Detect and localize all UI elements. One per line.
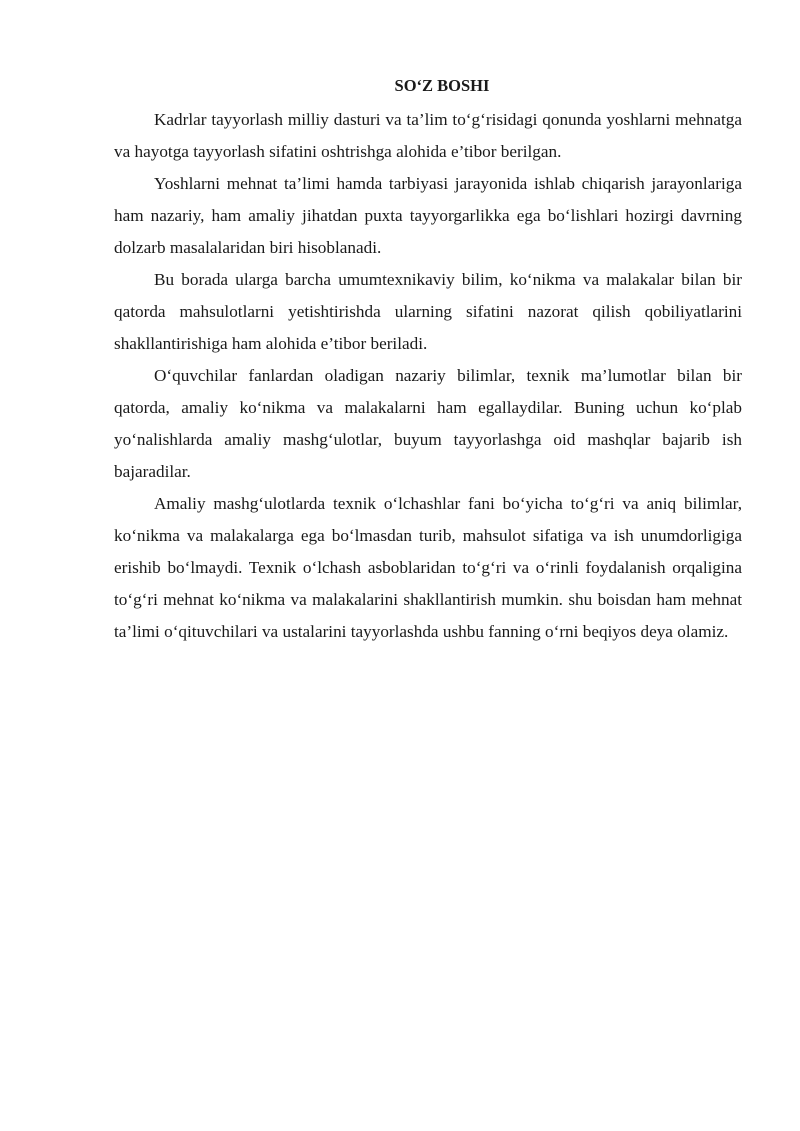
paragraph-1: Kadrlar tayyorlash milliy dasturi va ta’lim to‘g‘risidagi qonunda yoshlarni mehnatga va hayotga tayyorlash sifatini oshtrishga alohida e’tibor berilgan.	[114, 110, 742, 161]
paragraph-4: O‘quvchilar fanlardan oladigan nazariy bilimlar, texnik ma’lumotlar bilan bir qatorda, amaliy ko‘nikma va malakalarni ham egallaydilar. Buning uchun ko‘plab yo‘nalishlarda amaliy mashg‘ulotlar, buyum tayyorlashga oid mashqlar bajarib ish bajaradilar.	[114, 366, 742, 481]
paragraph-2: Yoshlarni mehnat ta’limi hamda tarbiyasi jarayonida ishlab chiqarish jarayonlariga ham nazariy, ham amaliy jihatdan puxta tayyorgarlikka ega bo‘lishlari hozirgi davrning dolzarb masalalaridan biri hisoblanadi.	[114, 174, 742, 257]
paragraph-3: Bu borada ularga barcha umumtexnikaviy bilim, ko‘nikma va malakalar bilan bir qatorda mahsulotlarni yetishtirishda ularning sifatini nazorat qilish qobiliyatlarini shakllantirishiga ham alohida e’tibor beriladi.	[114, 270, 742, 353]
document-body	[114, 70, 742, 648]
section-title: SO‘Z BOSHI	[394, 76, 490, 95]
paragraph-5: Amaliy mashg‘ulotlarda texnik o‘lchashlar fani bo‘yicha to‘g‘ri va aniq bilimlar, ko‘nikma va malakalarga ega bo‘lmasdan turib, mahsulot sifatiga va ish unumdorligiga erishib bo‘lmaydi. Texnik o‘lchash asboblaridan to‘g‘ri va o‘rinli foydalanish orqaligina to‘g‘ri mehnat ko‘nikma va malakalarini shakllantirish mumkin. shu boisdan ham mehnat ta’limi o‘qituvchilari va ustalarini tayyorlashda ushbu fanning o‘rni beqiyos deya olamiz.	[114, 494, 742, 641]
